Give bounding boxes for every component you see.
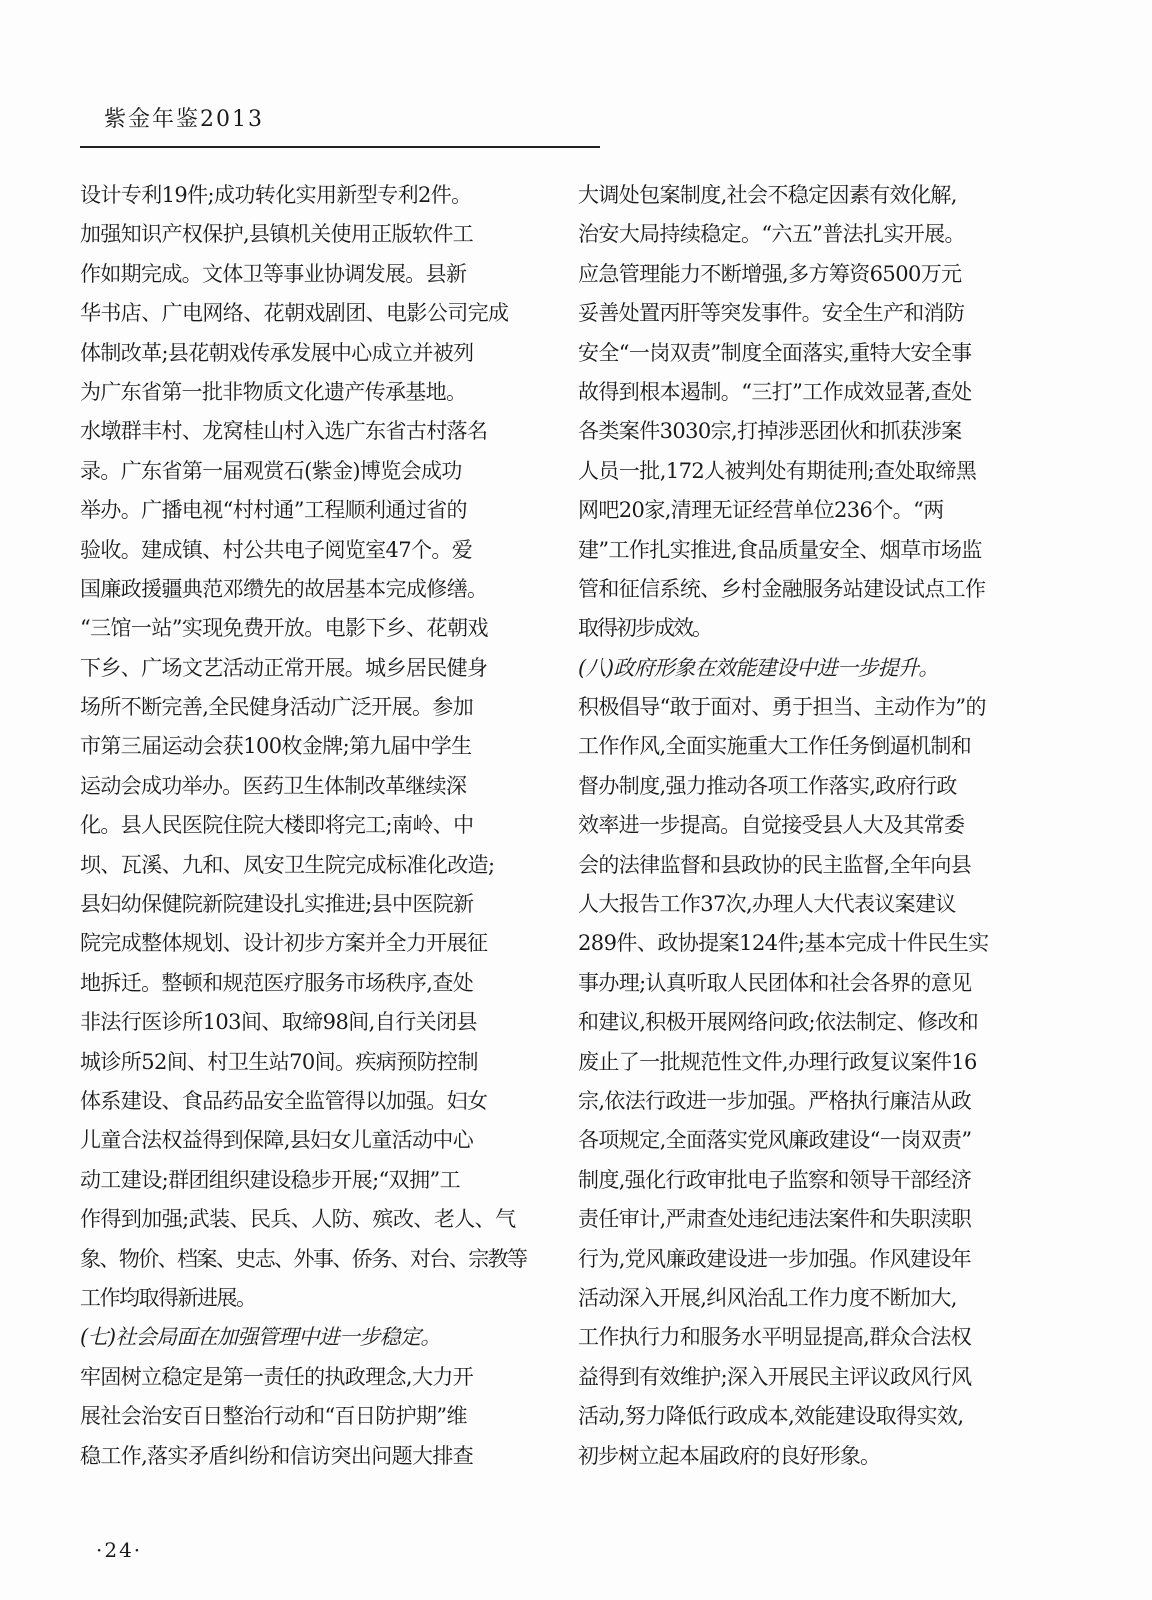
text-line: 取得初步成效。 xyxy=(578,616,711,641)
text-line: 制度,强化行政审批电子监察和领导干部经济 xyxy=(578,1167,972,1192)
text-line: 展社会治安百日整治行动和“百日防护期”维 xyxy=(80,1404,467,1429)
page-number: ·24· xyxy=(96,1538,143,1562)
text-line: 效率进一步提高。自觉接受县人大及其常委 xyxy=(578,813,965,838)
text-line: 儿童合法权益得到保障,县妇女儿童活动中心 xyxy=(80,1128,474,1153)
text-line: 行为,党风廉政建设进一步加强。作风建设年 xyxy=(578,1246,972,1271)
text-line: 华书店、广电网络、花朝戏剧团、电影公司完成 xyxy=(80,301,509,326)
text-line: 会的法律监督和县政协的民主监督,全年向县 xyxy=(578,852,972,877)
text-line: 活动深入开展,纠风治乱工作力度不断加大, xyxy=(578,1285,957,1310)
text-line: 人大报告工作37次,办理人大代表议案建议 xyxy=(578,892,956,917)
text-line: 督办制度,强力推动各项工作落实,政府行政 xyxy=(578,773,957,798)
text-line: 工作执行力和服务水平明显提高,群众合法权 xyxy=(578,1325,972,1350)
text-line: 非法行医诊所103间、取缔98间,自行关闭县 xyxy=(80,1010,477,1035)
text-line: 举办。广播电视“村村通”工程顺利通过省的 xyxy=(80,498,467,523)
text-line: 积极倡导“敢于面对、勇于担当、主动作为”的 xyxy=(578,695,986,720)
text-line: 运动会成功举办。医药卫生体制改革继续深 xyxy=(80,773,467,798)
text-line: 验收。建成镇、村公共电子阅览室47个。爱 xyxy=(80,537,473,562)
text-line: 管和征信系统、乡村金融服务站建设试点工作 xyxy=(578,576,986,601)
text-line: 县妇幼保健院新院建设扎实推进;县中医院新 xyxy=(80,892,474,917)
text-line: 工作作风,全面实施重大工作任务倒逼机制和 xyxy=(578,734,972,759)
text-line: 大调处包案制度,社会不稳定因素有效化解, xyxy=(578,183,957,207)
text-line: 设计专利19件;成功转化实用新型专利2件。 xyxy=(80,183,472,207)
text-line: “三馆一站”实现免费开放。电影下乡、花朝戏 xyxy=(80,616,488,641)
text-line: 各项规定,全面落实党风廉政建设“一岗双责” xyxy=(578,1128,972,1153)
text-line: 宗,依法行政进一步加强。严格执行廉洁从政 xyxy=(578,1088,972,1113)
text-line: 事办理;认真听取人民团体和社会各界的意见 xyxy=(578,970,972,995)
text-line: 活动,努力降低行政成本,效能建设取得实效, xyxy=(578,1404,964,1429)
text-line: 建”工作扎实推进,食品质量安全、烟草市场监 xyxy=(578,537,982,562)
text-line: 作如期完成。文体卫等事业协调发展。县新 xyxy=(80,261,467,286)
text-line: 作得到加强;武装、民兵、人防、殡改、老人、气 xyxy=(80,1207,516,1232)
text-line: 录。广东省第一届观赏石(紫金)博览会成功 xyxy=(80,458,462,483)
text-line: 动工建设;群团组织建设稳步开展;“双拥”工 xyxy=(80,1167,461,1192)
text-line: 坝、瓦溪、九和、凤安卫生院完成标准化改造; xyxy=(80,852,495,877)
text-line: 治安大局持续稳定。“六五”普法扎实开展。 xyxy=(578,222,965,247)
text-line: 市第三届运动会获100枚金牌;第九届中学生 xyxy=(80,734,472,759)
text-line: 和建议,积极开展网络问政;依法制定、修改和 xyxy=(578,1010,979,1035)
right-text-column xyxy=(578,176,1038,1476)
text-line: 初步树立起本届政府的良好形象。 xyxy=(578,1443,881,1468)
text-line: 为广东省第一批非物质文化遗产传承基地。 xyxy=(80,379,467,404)
text-line: 加强知识产权保护,县镇机关使用正版软件工 xyxy=(80,222,474,247)
text-line: 地拆迁。整顿和规范医疗服务市场秩序,查处 xyxy=(80,970,474,995)
text-line: 责任审计,严肃查处违纪违法案件和失职渎职 xyxy=(578,1207,972,1232)
text-line: 故得到根本遏制。“三打”工作成效显著,查处 xyxy=(578,379,972,404)
text-line: 下乡、广场文艺活动正常开展。城乡居民健身 xyxy=(80,655,488,680)
text-line: 水墩群丰村、龙窝桂山村入选广东省古村落名 xyxy=(80,419,488,444)
section-subheading: (七)社会局面在加强管理中进一步稳定。 xyxy=(80,1325,441,1350)
section-subheading: (八)政府形象在效能建设中进一步提升。 xyxy=(578,655,939,680)
text-line: 安全“一岗双责”制度全面落实,重特大安全事 xyxy=(578,340,972,365)
text-line: 牢固树立稳定是第一责任的执政理念,大力开 xyxy=(80,1364,474,1389)
text-line: 体制改革;县花朝戏传承发展中心成立并被列 xyxy=(80,340,474,365)
text-line: 国廉政援疆典范邓缵先的故居基本完成修缮。 xyxy=(80,576,488,601)
text-line: 城诊所52间、村卫生站70间。疾病预防控制 xyxy=(80,1049,478,1074)
text-line: 院完成整体规划、设计初步方案并全力开展征 xyxy=(80,931,488,956)
left-text-column xyxy=(80,176,540,1476)
text-line: 稳工作,落实矛盾纠纷和信访突出问题大排查 xyxy=(80,1443,474,1468)
text-line: 工作均取得新进展。 xyxy=(80,1285,256,1310)
text-line: 场所不断完善,全民健身活动广泛开展。参加 xyxy=(80,695,474,720)
text-line: 体系建设、食品药品安全监管得以加强。妇女 xyxy=(80,1088,488,1113)
text-line: 289件、政协提案124件;基本完成十件民生实 xyxy=(578,931,989,956)
text-line: 应急管理能力不断增强,多方筹资6500万元 xyxy=(578,261,962,286)
text-line: 网吧20家,清理无证经营单位236个。“两 xyxy=(578,498,944,523)
text-line: 象、物价、档案、史志、外事、侨务、对台、宗教等 xyxy=(80,1246,527,1271)
running-header-title: 紫金年鉴2013 xyxy=(104,107,264,132)
text-line: 废止了一批规范性文件,办理行政复议案件16 xyxy=(578,1049,977,1074)
text-line: 各类案件3030宗,打掉涉恶团伙和抓获涉案 xyxy=(578,419,962,444)
text-line: 益得到有效维护;深入开展民主评议政风行风 xyxy=(578,1364,972,1389)
text-line: 妥善处置丙肝等突发事件。安全生产和消防 xyxy=(578,301,965,326)
text-line: 人员一批,172人被判处有期徒刑;查处取缔黑 xyxy=(578,458,977,483)
header-rule xyxy=(80,146,600,148)
text-line: 化。县人民医院住院大楼即将完工;南岭、中 xyxy=(80,813,474,838)
